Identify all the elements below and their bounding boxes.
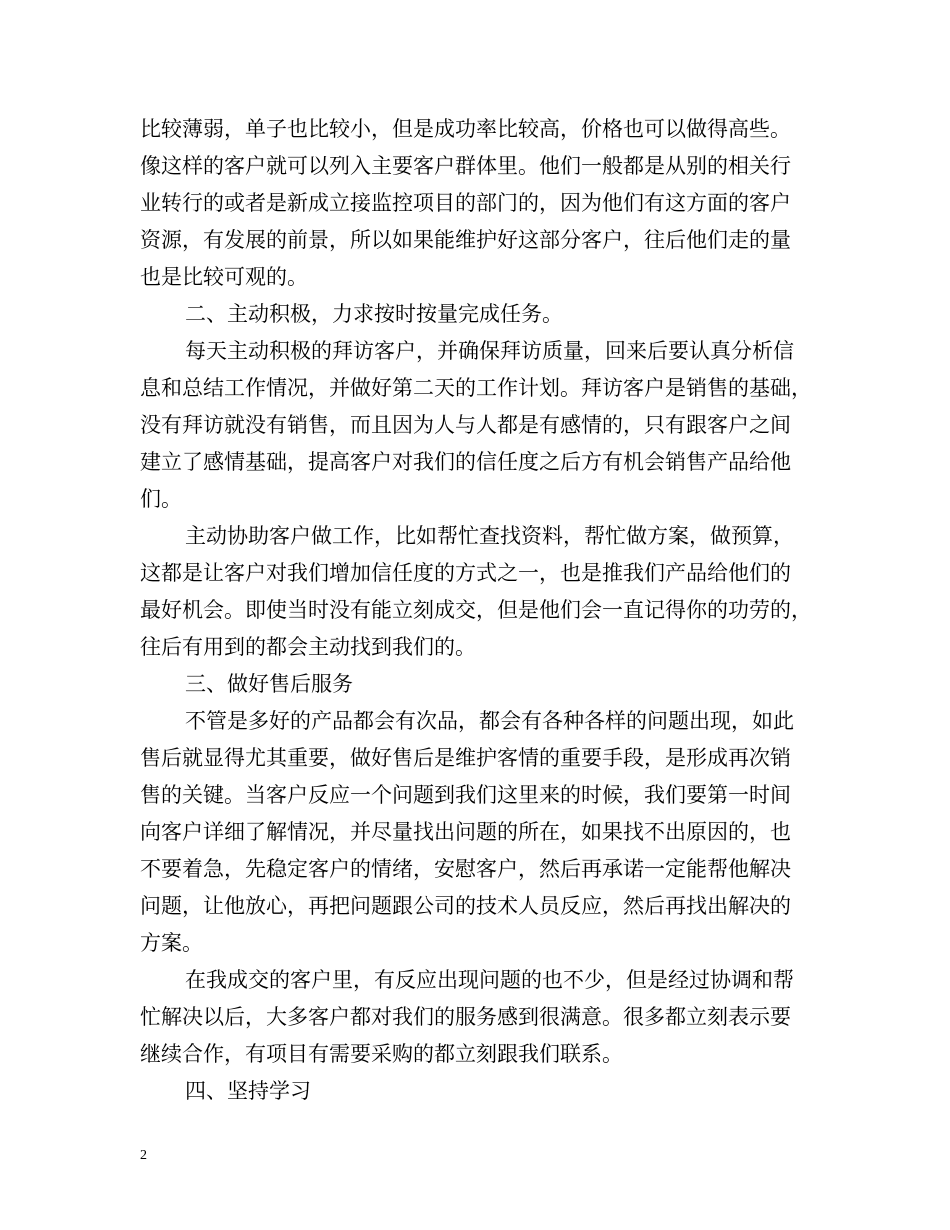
paragraph-first-line: 每天主动积极的拜访客户，并确保拜访质量，回来后要认真分析信 — [185, 339, 794, 363]
text-line: 售的关键。当客户反应一个问题到我们这里来的时候，我们要第一时间 — [140, 783, 791, 807]
text-line: 不要着急，先稳定客户的情绪，安慰客户，然后再承诺一定能帮他解决 — [140, 857, 791, 881]
paragraph-first-line: 在我成交的客户里，有反应出现问题的也不少，但是经过协调和帮 — [185, 968, 794, 992]
section-heading: 四、坚持学习 — [185, 1079, 311, 1103]
text-line: 这都是让客户对我们增加信任度的方式之一，也是推我们产品给他们的 — [140, 561, 791, 585]
body-text — [140, 111, 820, 1110]
text-line: 也是比较可观的。 — [140, 265, 308, 289]
paragraph-first-line: 主动协助客户做工作，比如帮忙查找资料，帮忙做方案，做预算， — [185, 524, 794, 548]
text-line: 售后就显得尤其重要，做好售后是维护客情的重要手段，是形成再次销 — [140, 746, 791, 770]
text-line: 方案。 — [140, 931, 203, 955]
text-line: 往后有用到的都会主动找到我们的。 — [140, 635, 476, 659]
text-line: 们。 — [140, 487, 182, 511]
text-line: 向客户详细了解情况，并尽量找出问题的所在，如果找不出原因的，也 — [140, 820, 791, 844]
text-line: 业转行的或者是新成立接监控项目的部门的，因为他们有这方面的客户 — [140, 191, 791, 215]
text-line: 问题，让他放心，再把问题跟公司的技术人员反应，然后再找出解决的 — [140, 894, 791, 918]
text-line: 资源，有发展的前景，所以如果能维护好这部分客户，往后他们走的量 — [140, 228, 791, 252]
section-heading: 二、主动积极，力求按时按量完成任务。 — [185, 302, 563, 326]
text-line: 像这样的客户就可以列入主要客户群体里。他们一般都是从别的相关行 — [140, 154, 791, 178]
text-line: 最好机会。即使当时没有能立刻成交，但是他们会一直记得你的功劳的， — [140, 598, 812, 622]
text-line: 没有拜访就没有销售，而且因为人与人都是有感情的，只有跟客户之间 — [140, 413, 791, 437]
page-number: 2 — [140, 1148, 147, 1163]
text-line: 继续合作，有项目有需要采购的都立刻跟我们联系。 — [140, 1042, 623, 1066]
text-line: 忙解决以后，大多客户都对我们的服务感到很满意。很多都立刻表示要 — [140, 1005, 791, 1029]
text-line: 息和总结工作情况，并做好第二天的工作计划。拜访客户是销售的基础， — [140, 376, 812, 400]
paragraph-first-line: 不管是多好的产品都会有次品，都会有各种各样的问题出现，如此 — [185, 709, 794, 733]
section-heading: 三、做好售后服务 — [185, 672, 353, 696]
text-line: 建立了感情基础，提高客户对我们的信任度之后方有机会销售产品给他 — [140, 450, 791, 474]
text-line: 比较薄弱，单子也比较小，但是成功率比较高，价格也可以做得高些。 — [140, 117, 791, 141]
